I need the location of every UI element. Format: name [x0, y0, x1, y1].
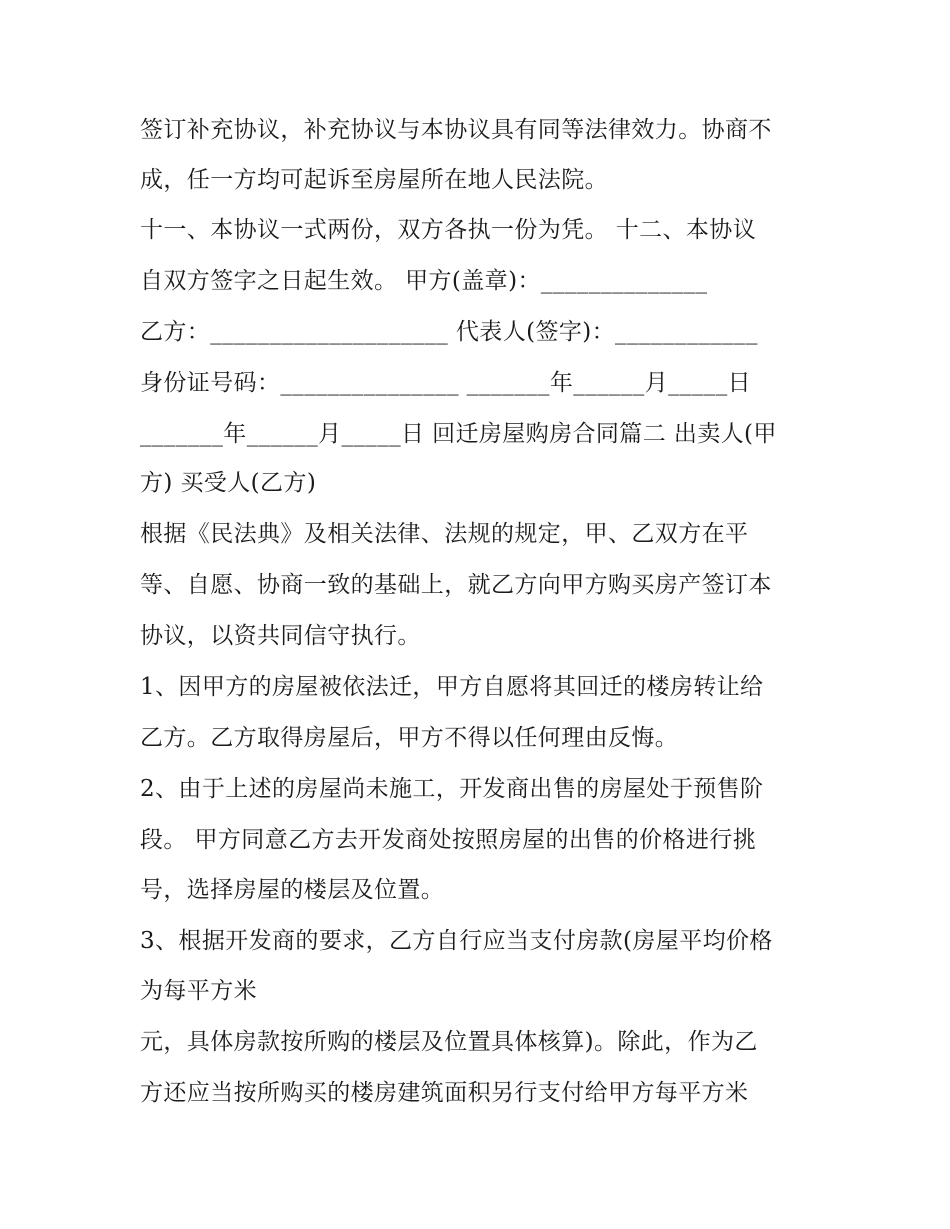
text-line: 3、根据开发商的要求，乙方自行应当支付房款(房屋平均价格	[140, 928, 773, 954]
text-line: 2、由于上述的房屋尚未施工，开发商出售的房屋处于预售阶	[140, 776, 764, 802]
text-line: 签订补充协议，补充协议与本协议具有同等法律效力。协商不	[140, 117, 772, 143]
text-line: 为每平方米	[140, 978, 257, 1004]
text-line: 协议，以资共同信守执行。	[140, 623, 421, 649]
text-line: 等、自愿、协商一致的基础上，就乙方向甲方购买房产签订本	[140, 572, 772, 598]
text-line: 方还应当按所购买的楼房建筑面积另行支付给甲方每平方米	[140, 1080, 749, 1106]
text-line: _______年______月_____日 回迁房屋购房合同篇二 出卖人(甲	[140, 421, 777, 447]
text-line: 方) 买受人(乙方)	[140, 470, 317, 496]
text-line: 元，具体房款按所购的楼层及位置具体核算)。除此，作为乙	[140, 1029, 758, 1055]
text-line: 成，任一方均可起诉至房屋所在地人民法院。	[140, 167, 608, 193]
text-line: 身份证号码：_______________ _______年______月_____日	[140, 370, 752, 396]
text-line: 段。 甲方同意乙方去开发商处按照房屋的出售的价格进行挑	[140, 827, 757, 853]
text-line: 1、因甲方的房屋被依法迁，甲方自愿将其回迁的楼房转让给	[140, 674, 764, 700]
text-line: 乙方：____________________ 代表人(签字)：____________	[140, 319, 758, 345]
text-line: 根据《民法典》及相关法律、法规的规定，甲、乙双方在平	[140, 521, 749, 547]
text-line: 号，选择房屋的楼层及位置。	[140, 877, 445, 903]
text-line: 乙方。乙方取得房屋后，甲方不得以任何理由反悔。	[140, 725, 679, 751]
text-line: 自双方签字之日起生效。 甲方(盖章)：______________	[140, 268, 708, 294]
text-line: 十一、本协议一式两份，双方各执一份为凭。 十二、本协议	[140, 217, 757, 243]
